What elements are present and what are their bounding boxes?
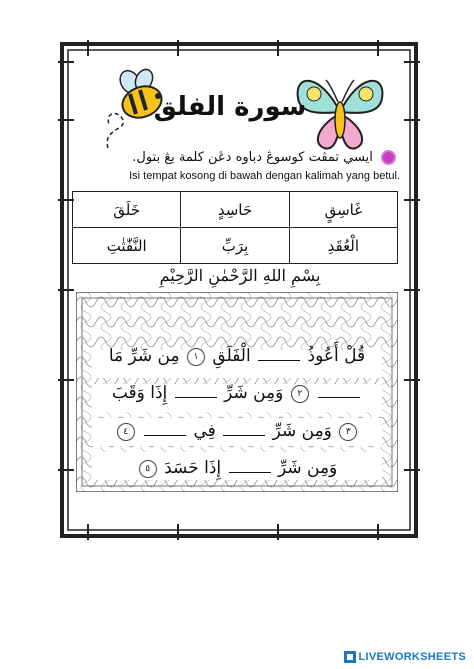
answer-blank[interactable] — [318, 385, 360, 398]
word-bank-cell[interactable]: بِرَبِّ — [181, 228, 289, 264]
word-bank-cell[interactable]: الْعُقَدِ — [289, 228, 397, 264]
verse-text: قُلْ أَعُوذُ — [307, 346, 366, 366]
verse-text: إِذَا حَسَدَ — [164, 458, 222, 478]
verse-text: مِن شَرِّ مَا — [108, 346, 180, 366]
answer-blank[interactable] — [258, 348, 300, 361]
page-title: سورة الفلق — [153, 92, 307, 122]
verse-number: ٣ — [339, 423, 357, 441]
word-bank-cell[interactable]: حَاسِدٍ — [181, 192, 289, 228]
verse-line-4 — [84, 458, 390, 478]
liveworksheets-logo-icon — [344, 651, 356, 663]
verse-text: إِذَا وَقَبَ — [111, 383, 168, 403]
brand-text: LIVEWORKSHEETS — [358, 650, 466, 663]
verse-text: فِي — [193, 421, 216, 441]
instruction-rumi: Isi tempat kosong di bawah dengan kalimah yang betul. — [129, 170, 400, 182]
answer-blank[interactable] — [175, 385, 217, 398]
word-bank-cell[interactable]: غَاسِقٍ — [289, 192, 397, 228]
verse-line-3 — [84, 421, 390, 441]
verse-line-2 — [84, 383, 390, 403]
answer-blank[interactable] — [229, 460, 271, 473]
bismillah: بِسْمِ اللهِ الرَّحْمٰنِ الرَّحِيْمِ — [159, 266, 321, 285]
liveworksheets-brand[interactable] — [344, 651, 467, 663]
word-bank-cell[interactable]: النَّفّٰثٰتِ — [73, 228, 181, 264]
instruction-jawi — [74, 150, 396, 165]
bullet-icon — [381, 150, 396, 165]
verse-text: وَمِن شَرِّ — [272, 421, 332, 441]
verse-text: وَمِن شَرِّ — [224, 383, 284, 403]
word-bank-table — [72, 191, 398, 264]
verse-text: وَمِن شَرِّ — [277, 458, 338, 478]
word-bank-cell[interactable]: خَلَقَ — [73, 192, 181, 228]
instruction-jawi-text: ايسي تمڤت كوسوڠ دباوه دڠن كلمة يڠ بتول. — [132, 150, 373, 165]
verse-number: ١ — [187, 348, 205, 366]
answer-blank[interactable] — [144, 423, 186, 436]
verse-number: ٢ — [291, 385, 309, 403]
word-bank-row — [73, 192, 398, 228]
verse-text: الْفَلَقِ — [212, 346, 251, 366]
verse-number: ٤ — [117, 423, 135, 441]
verse-number: ٥ — [139, 460, 157, 478]
answer-blank[interactable] — [223, 423, 265, 436]
word-bank-row — [73, 228, 398, 264]
verse-line-1 — [84, 346, 390, 366]
